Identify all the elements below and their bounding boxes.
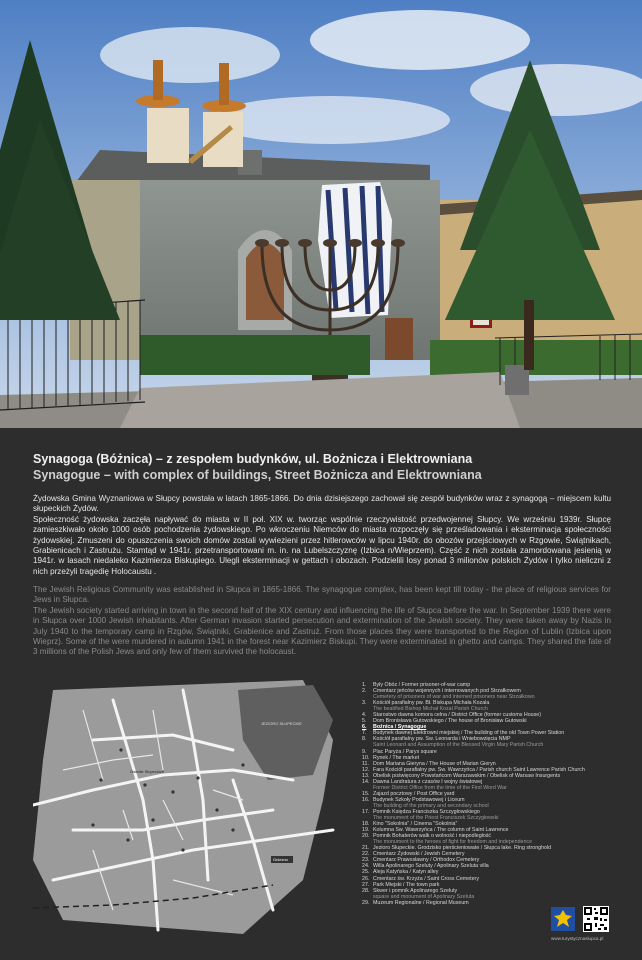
legend-item-number: 6.	[362, 724, 367, 731]
legend-item-label: Pomnik Bohaterów walk o wolność i niepodległość	[373, 833, 492, 840]
legend-item-number: 16.	[362, 796, 370, 803]
legend-item-label: Zajazd pocztowy / Post Office yard	[373, 790, 455, 797]
legend-item-number: 10.	[362, 754, 370, 761]
body-pl-paragraph-1: Żydowska Gmina Wyznaniowa w Słupcy powstała w latach 1865-1866. Do dnia dzisiejszego zachował się zespół budynków wraz z synagogą – miejscem kultu słupeckich Żydów.	[33, 494, 611, 514]
legend-item-subtitle: square and monument of Apolinary Szeluta	[373, 893, 475, 900]
town-map	[33, 680, 353, 934]
legend-item-number: 3.	[362, 700, 367, 707]
road-label: Gniezno	[273, 857, 288, 862]
legend-item-number: 23.	[362, 857, 370, 864]
legend-item-subtitle: The building of the primary and secondary school	[373, 802, 489, 809]
legend-item-label: Rynek / The market	[373, 754, 420, 761]
title-english: Synagogue – with complex of buildings, Street Bożnicza and Elektrowniana	[33, 468, 482, 482]
legend-item-number: 24.	[362, 863, 370, 870]
legend-item-label: Fara Kościół parafialny pw. Św. Wawrzyńca / Parish church Saint Lawrence Parish Church	[373, 766, 585, 773]
legend-item-label: Starostwo dawna komora celna / District Office (former customs House)	[373, 712, 541, 719]
legend-item	[362, 900, 632, 906]
legend-item-label: Dawna Landratura z czasów I wojny światowej	[373, 778, 483, 785]
legend-item-label: Kolumna Św. Wawrzyńca / The column of Saint Lawrence	[373, 827, 509, 834]
legend-item-number: 17.	[362, 808, 370, 815]
qr-code[interactable]	[583, 906, 609, 932]
legend-item-subtitle: The beatified Bishop Michał Kozal Parish Church	[373, 706, 488, 713]
legend-item-number: 11.	[362, 760, 369, 767]
legend-item-label: Skwer i pomnik Apolinarego Szeluty	[373, 887, 458, 894]
website-url[interactable]: www.turystycznaslupca.pl	[551, 936, 604, 941]
legend-item-label: Budynek dawnej Elektrowni miejskiej / The building of the old Town Power Station	[373, 730, 565, 737]
legend-item-label: Dom Bronisława Gutowskiego / The house of Bronisław Gutowski	[373, 718, 527, 725]
legend-item-number: 22.	[362, 851, 370, 858]
slupca-logo	[551, 907, 575, 931]
legend-item-number: 7.	[362, 730, 367, 737]
body-en-paragraph-2: The Jewish society started arriving in town in the second half of the XIX century and influencing the life of Słupca before the war. In September 1939 there were in Słupca over 1000 Jewish inhabitants. After German invasion started persecution and extermination of the Jewish society. They were taken away by Nazis in July 1940 to the temporary camp in Rzgów, Świątniki, Grabienice and Zastruż. From those places they were transported to the Region of Lublin (Izbica upon Wieprz). Some of the were murdered in autumn 1941 in the forest near Kazimierz Biskupi. They were exterminated in ghetto and camps. They shared the fate of 3 millions of the Polish Jews and only few of them survived the holocaust.	[33, 605, 611, 657]
body-pl-paragraph-2: Społeczność żydowska zaczęła napływać do miasta w II poł. XIX w. tworząc wspólnie rzeczywistość przedwojennej Słupcy. We wrześniu 1939r. Słupcę zamieszkiwało około 1000 osób pochodzenia żydowskiego. Po wkroczeniu Niemców do miasta rozpoczęły się prześladowania i eksterminacja społeczności żydowskiej. Zmuszeni do opuszczenia swoich domów zostali wywiezieni przez hitlerowców w lipcu 1940r. do obozów przejściowych w Rzgowie, Świątnikach, Grabienicach i Zastrużu. Stamtąd w 1941r. przetransportowani m. in. na Lubelszczyznę (Izbica n/Wieprzem). Część z nich została zamordowana jesienią w 1941r. w lasach niedaleko Kazimierza Biskupiego. Ulegli eksterminacji w gettach i obozach. Podzielili losy ponad 3 milionów polskich Żydów i tylko nieliczni z nich przeżyli tragedię Holocaustu .	[33, 514, 611, 576]
legend-item-subtitle: Cemetery of prisoners of war and interned prisoners near Strzałkowo	[373, 694, 535, 701]
legend-item-label: Bożnica / Synagogue	[373, 724, 427, 731]
legend-item-label: Jezioro Słupeckie. Grodzisko pierścieniowate / Słupca lake. Ring stronghold	[373, 845, 552, 852]
legend-item-number: 13.	[362, 772, 370, 779]
legend-item-number: 12.	[362, 766, 370, 773]
legend-item-label: Cmentarz Żydowski / Jewish Cemetery	[373, 851, 465, 858]
legend-item-number: 18.	[362, 821, 370, 828]
legend-item-label: Cmentarz św. Krzyża / Saint Cross Cemetery	[373, 875, 479, 882]
legend-item-label: Park Miejski / The town park	[373, 881, 440, 888]
legend-item-number: 8.	[362, 736, 367, 743]
legend-item-subtitle: The monument to the heroes of fight for freedom and independence	[373, 839, 533, 846]
legend-item-label: Pomnik Księdza Franciszka Szczygłowskiego	[373, 808, 480, 815]
legend-item-number: 27.	[362, 881, 370, 888]
legend-item-label: Aleja Katyńska / Katyn alley	[373, 869, 439, 876]
legend-item-number: 21.	[362, 845, 370, 852]
synagogue-photo	[0, 0, 642, 428]
legend-item-number: 25.	[362, 869, 370, 876]
legend-item-label: Plac Paryża / Parys square	[373, 748, 437, 755]
legend-item-number: 4.	[362, 712, 367, 719]
legend-item-number: 28.	[362, 887, 370, 894]
legend-item-label: Willa Apolinarego Szeluty / Apolinary Szeluta villa	[373, 863, 489, 870]
legend-item-number: 15.	[362, 790, 370, 797]
legend-item-subtitle: Former District Office from the time of the First Word War	[373, 784, 507, 791]
legend-item-number: 9.	[362, 748, 367, 755]
legend-item-label: Kościół parafialny pw. Bł. Biskupa Michała Kozala	[373, 700, 490, 707]
legend-item-label: Były Obóz / Former prisoner-of-war camp	[373, 682, 471, 688]
legend-item-subtitle: The monument of the Priest Franciszek Szczygłowski	[373, 815, 499, 822]
body-text-polish	[33, 494, 611, 577]
legend-item-label: Cmentarz Prawosławny / Orthodox Cemetery	[373, 857, 480, 864]
legend-item-label: Obelisk poświęcony Powstańcom Warszawskim / Obelisk of Warsaw Insurgents	[373, 772, 561, 779]
legend-item-label: Cmentarz jeńców wojennych i internowanych pod Strzałkowem	[373, 688, 521, 695]
legend-item-number: 2.	[362, 688, 367, 695]
legend-item-number: 20.	[362, 833, 370, 840]
lake-label: JEZIORO SŁUPECKIE	[261, 721, 302, 726]
legend-item-label: Dom Mariana Gieryna / The House of Marian Gieryn	[373, 760, 496, 767]
legend-item-label: Muzeum Regionalne / Regional Museum	[373, 899, 469, 906]
legend-item-number: 1.	[362, 682, 367, 688]
map-legend	[362, 682, 632, 906]
legend-item-label: Kościół parafialny pw. Św. Leonarda i Wniebowzięcia NMP	[373, 736, 511, 743]
legend-item-number: 14.	[362, 778, 370, 785]
legend-item-number: 26.	[362, 875, 370, 882]
legend-item-subtitle: Saint Leonard and Assumption of the Blessed Virgin Mary Parish Church	[373, 742, 544, 749]
title-polish: Synagoga (Bóżnica) – z zespołem budynków, ul. Bożnicza i Elektrowniana	[33, 452, 473, 466]
legend-item-number: 29.	[362, 899, 370, 906]
body-text-english	[33, 585, 611, 658]
legend-item-number: 19.	[362, 827, 370, 834]
legend-item-label: Budynek Szkoły Podstawowej i Liceum	[373, 796, 465, 803]
body-en-paragraph-1: The Jewish Religious Community was established in Słupca in 1865-1866. The synagogue complex, has been kept till today - the place of religious services for Jews in Słupca.	[33, 585, 611, 605]
legend-item-number: 5.	[362, 718, 367, 725]
district-label: Osiedle Słupeckich	[130, 769, 165, 774]
legend-item-label: Kino "Sokolnia" / Cinema "Sokolnia"	[373, 821, 458, 828]
